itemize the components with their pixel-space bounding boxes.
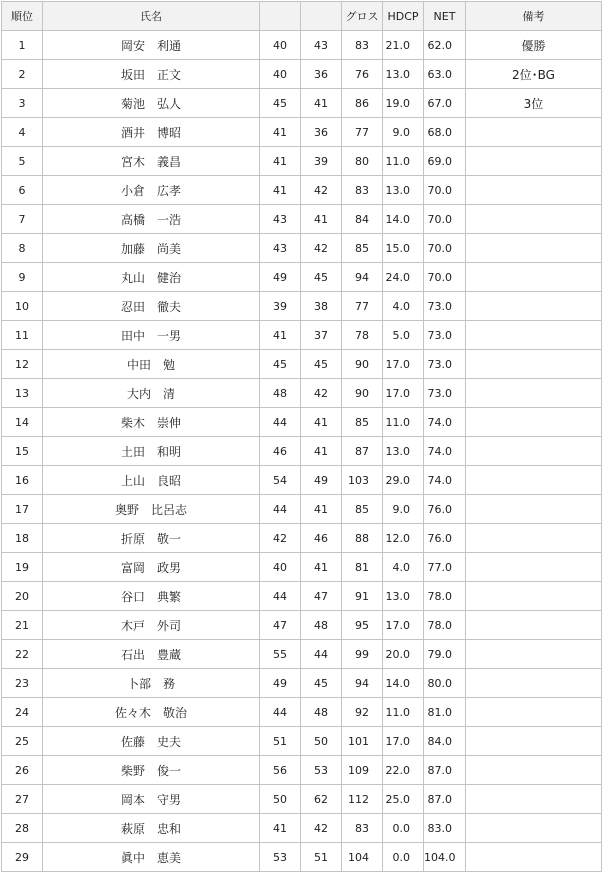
cell-hdcp: 9.0	[383, 118, 424, 147]
cell-net: 87.0	[424, 756, 466, 785]
table-row	[2, 89, 602, 118]
table-row	[2, 843, 602, 872]
cell-note	[466, 582, 602, 611]
cell-name: 坂田 正文	[43, 60, 260, 89]
cell-out: 56	[260, 756, 301, 785]
cell-name: 忍田 徹夫	[43, 292, 260, 321]
cell-gross: 109	[342, 756, 383, 785]
cell-gross: 91	[342, 582, 383, 611]
cell-note	[466, 263, 602, 292]
cell-out: 45	[260, 89, 301, 118]
table-row	[2, 408, 602, 437]
cell-net: 74.0	[424, 408, 466, 437]
cell-in: 42	[301, 234, 342, 263]
cell-name: 奥野 比呂志	[43, 495, 260, 524]
cell-rank: 29	[2, 843, 43, 872]
cell-note	[466, 698, 602, 727]
cell-out: 40	[260, 60, 301, 89]
cell-out: 44	[260, 408, 301, 437]
cell-rank: 17	[2, 495, 43, 524]
cell-note	[466, 756, 602, 785]
cell-gross: 104	[342, 843, 383, 872]
cell-rank: 2	[2, 60, 43, 89]
cell-out: 41	[260, 176, 301, 205]
cell-net: 70.0	[424, 234, 466, 263]
cell-name: 眞中 恵美	[43, 843, 260, 872]
cell-out: 49	[260, 669, 301, 698]
cell-out: 41	[260, 814, 301, 843]
cell-out: 43	[260, 234, 301, 263]
cell-name: 石出 豊蔵	[43, 640, 260, 669]
cell-gross: 81	[342, 553, 383, 582]
cell-name: 上山 良昭	[43, 466, 260, 495]
cell-net: 68.0	[424, 118, 466, 147]
cell-net: 70.0	[424, 205, 466, 234]
cell-hdcp: 25.0	[383, 785, 424, 814]
cell-in: 38	[301, 292, 342, 321]
cell-net: 76.0	[424, 495, 466, 524]
header-gross: グロス	[342, 2, 383, 31]
table-row	[2, 437, 602, 466]
cell-name: 卜部 務	[43, 669, 260, 698]
table-row	[2, 524, 602, 553]
cell-net: 62.0	[424, 31, 466, 60]
header-net: NET	[424, 2, 466, 31]
cell-note	[466, 176, 602, 205]
cell-net: 73.0	[424, 379, 466, 408]
cell-hdcp: 21.0	[383, 31, 424, 60]
table-row	[2, 292, 602, 321]
cell-in: 37	[301, 321, 342, 350]
cell-hdcp: 4.0	[383, 292, 424, 321]
cell-in: 45	[301, 350, 342, 379]
cell-name: 柴野 俊一	[43, 756, 260, 785]
cell-gross: 94	[342, 263, 383, 292]
cell-note	[466, 611, 602, 640]
results-table	[1, 1, 602, 872]
cell-gross: 83	[342, 814, 383, 843]
cell-name: 木戸 外司	[43, 611, 260, 640]
cell-name: 土田 和明	[43, 437, 260, 466]
cell-hdcp: 20.0	[383, 640, 424, 669]
cell-net: 74.0	[424, 437, 466, 466]
cell-name: 岡安 利通	[43, 31, 260, 60]
cell-net: 78.0	[424, 582, 466, 611]
cell-hdcp: 15.0	[383, 234, 424, 263]
table-row	[2, 553, 602, 582]
table-row	[2, 814, 602, 843]
table-body	[2, 31, 602, 872]
cell-rank: 9	[2, 263, 43, 292]
cell-gross: 95	[342, 611, 383, 640]
cell-hdcp: 17.0	[383, 611, 424, 640]
cell-net: 76.0	[424, 524, 466, 553]
cell-out: 41	[260, 118, 301, 147]
cell-net: 73.0	[424, 321, 466, 350]
table-row	[2, 147, 602, 176]
cell-gross: 76	[342, 60, 383, 89]
cell-gross: 87	[342, 437, 383, 466]
cell-name: 佐々木 敬治	[43, 698, 260, 727]
cell-in: 42	[301, 379, 342, 408]
cell-rank: 13	[2, 379, 43, 408]
cell-out: 48	[260, 379, 301, 408]
cell-name: 谷口 典繁	[43, 582, 260, 611]
table-row	[2, 205, 602, 234]
cell-hdcp: 14.0	[383, 669, 424, 698]
cell-name: 小倉 広孝	[43, 176, 260, 205]
cell-in: 46	[301, 524, 342, 553]
cell-hdcp: 11.0	[383, 408, 424, 437]
table-row	[2, 234, 602, 263]
cell-gross: 78	[342, 321, 383, 350]
cell-gross: 112	[342, 785, 383, 814]
cell-in: 48	[301, 698, 342, 727]
cell-rank: 8	[2, 234, 43, 263]
cell-hdcp: 12.0	[383, 524, 424, 553]
cell-net: 63.0	[424, 60, 466, 89]
table-row	[2, 31, 602, 60]
cell-in: 45	[301, 669, 342, 698]
cell-note	[466, 408, 602, 437]
cell-note	[466, 205, 602, 234]
header-in	[301, 2, 342, 31]
cell-out: 51	[260, 727, 301, 756]
cell-note: 優勝	[466, 31, 602, 60]
cell-gross: 77	[342, 118, 383, 147]
cell-in: 42	[301, 176, 342, 205]
cell-net: 67.0	[424, 89, 466, 118]
cell-gross: 94	[342, 669, 383, 698]
cell-out: 42	[260, 524, 301, 553]
header-name: 氏名	[43, 2, 260, 31]
table-row	[2, 263, 602, 292]
cell-name: 柴木 崇伸	[43, 408, 260, 437]
cell-rank: 10	[2, 292, 43, 321]
cell-in: 44	[301, 640, 342, 669]
cell-rank: 18	[2, 524, 43, 553]
table-row	[2, 611, 602, 640]
cell-in: 45	[301, 263, 342, 292]
cell-name: 佐藤 史夫	[43, 727, 260, 756]
cell-rank: 27	[2, 785, 43, 814]
cell-in: 51	[301, 843, 342, 872]
cell-name: 菊池 弘人	[43, 89, 260, 118]
table-row	[2, 640, 602, 669]
cell-net: 70.0	[424, 176, 466, 205]
cell-out: 39	[260, 292, 301, 321]
cell-hdcp: 29.0	[383, 466, 424, 495]
cell-out: 49	[260, 263, 301, 292]
cell-note	[466, 843, 602, 872]
cell-gross: 83	[342, 31, 383, 60]
cell-hdcp: 11.0	[383, 147, 424, 176]
cell-name: 岡本 守男	[43, 785, 260, 814]
table-row	[2, 379, 602, 408]
table-header	[2, 2, 602, 31]
header-rank: 順位	[2, 2, 43, 31]
table-row	[2, 756, 602, 785]
cell-net: 83.0	[424, 814, 466, 843]
cell-name: 宮木 義昌	[43, 147, 260, 176]
cell-out: 44	[260, 495, 301, 524]
cell-out: 54	[260, 466, 301, 495]
cell-gross: 90	[342, 350, 383, 379]
cell-rank: 14	[2, 408, 43, 437]
cell-note	[466, 321, 602, 350]
cell-rank: 4	[2, 118, 43, 147]
cell-out: 40	[260, 553, 301, 582]
cell-rank: 3	[2, 89, 43, 118]
cell-rank: 19	[2, 553, 43, 582]
cell-gross: 80	[342, 147, 383, 176]
cell-rank: 21	[2, 611, 43, 640]
cell-name: 高橋 一浩	[43, 205, 260, 234]
cell-gross: 85	[342, 234, 383, 263]
cell-rank: 11	[2, 321, 43, 350]
cell-hdcp: 0.0	[383, 843, 424, 872]
table-row	[2, 669, 602, 698]
table-row	[2, 727, 602, 756]
cell-note	[466, 437, 602, 466]
cell-in: 41	[301, 553, 342, 582]
cell-hdcp: 13.0	[383, 60, 424, 89]
cell-gross: 92	[342, 698, 383, 727]
cell-note	[466, 669, 602, 698]
cell-net: 77.0	[424, 553, 466, 582]
cell-net: 79.0	[424, 640, 466, 669]
cell-note	[466, 350, 602, 379]
cell-gross: 77	[342, 292, 383, 321]
cell-note	[466, 553, 602, 582]
cell-note	[466, 292, 602, 321]
cell-hdcp: 13.0	[383, 176, 424, 205]
cell-out: 50	[260, 785, 301, 814]
cell-net: 70.0	[424, 263, 466, 292]
table-row	[2, 495, 602, 524]
cell-gross: 85	[342, 495, 383, 524]
cell-gross: 85	[342, 408, 383, 437]
cell-note	[466, 640, 602, 669]
cell-rank: 5	[2, 147, 43, 176]
cell-in: 41	[301, 495, 342, 524]
table-row	[2, 60, 602, 89]
cell-in: 42	[301, 814, 342, 843]
cell-in: 39	[301, 147, 342, 176]
cell-note: 3位	[466, 89, 602, 118]
header-hdcp: HDCP	[383, 2, 424, 31]
cell-hdcp: 4.0	[383, 553, 424, 582]
cell-gross: 86	[342, 89, 383, 118]
cell-out: 44	[260, 582, 301, 611]
header-out	[260, 2, 301, 31]
cell-rank: 1	[2, 31, 43, 60]
cell-out: 47	[260, 611, 301, 640]
cell-note	[466, 118, 602, 147]
cell-hdcp: 17.0	[383, 727, 424, 756]
cell-out: 40	[260, 31, 301, 60]
table-row	[2, 582, 602, 611]
table-row	[2, 466, 602, 495]
cell-rank: 23	[2, 669, 43, 698]
cell-note: 2位･BG	[466, 60, 602, 89]
cell-rank: 6	[2, 176, 43, 205]
cell-hdcp: 22.0	[383, 756, 424, 785]
cell-rank: 26	[2, 756, 43, 785]
cell-rank: 15	[2, 437, 43, 466]
cell-out: 45	[260, 350, 301, 379]
header-note: 備考	[466, 2, 602, 31]
cell-out: 44	[260, 698, 301, 727]
cell-in: 48	[301, 611, 342, 640]
cell-gross: 99	[342, 640, 383, 669]
cell-note	[466, 147, 602, 176]
cell-in: 36	[301, 118, 342, 147]
cell-rank: 12	[2, 350, 43, 379]
cell-rank: 28	[2, 814, 43, 843]
cell-hdcp: 14.0	[383, 205, 424, 234]
header-row	[2, 2, 602, 31]
cell-in: 43	[301, 31, 342, 60]
cell-gross: 103	[342, 466, 383, 495]
cell-in: 62	[301, 785, 342, 814]
cell-name: 富岡 政男	[43, 553, 260, 582]
cell-gross: 90	[342, 379, 383, 408]
cell-gross: 88	[342, 524, 383, 553]
cell-hdcp: 24.0	[383, 263, 424, 292]
cell-name: 大内 清	[43, 379, 260, 408]
cell-out: 46	[260, 437, 301, 466]
cell-note	[466, 524, 602, 553]
cell-hdcp: 13.0	[383, 582, 424, 611]
cell-in: 50	[301, 727, 342, 756]
cell-note	[466, 234, 602, 263]
cell-hdcp: 11.0	[383, 698, 424, 727]
cell-hdcp: 9.0	[383, 495, 424, 524]
cell-net: 104.0	[424, 843, 466, 872]
cell-hdcp: 17.0	[383, 350, 424, 379]
cell-rank: 22	[2, 640, 43, 669]
cell-in: 49	[301, 466, 342, 495]
cell-name: 中田 勉	[43, 350, 260, 379]
cell-in: 41	[301, 437, 342, 466]
cell-hdcp: 5.0	[383, 321, 424, 350]
cell-out: 43	[260, 205, 301, 234]
cell-note	[466, 785, 602, 814]
cell-out: 53	[260, 843, 301, 872]
cell-note	[466, 466, 602, 495]
cell-name: 萩原 忠和	[43, 814, 260, 843]
cell-note	[466, 379, 602, 408]
cell-net: 84.0	[424, 727, 466, 756]
cell-rank: 25	[2, 727, 43, 756]
cell-gross: 101	[342, 727, 383, 756]
cell-name: 丸山 健治	[43, 263, 260, 292]
cell-net: 73.0	[424, 292, 466, 321]
cell-in: 47	[301, 582, 342, 611]
table-row	[2, 118, 602, 147]
cell-in: 41	[301, 408, 342, 437]
table-row	[2, 698, 602, 727]
cell-net: 81.0	[424, 698, 466, 727]
cell-net: 78.0	[424, 611, 466, 640]
cell-gross: 84	[342, 205, 383, 234]
cell-rank: 24	[2, 698, 43, 727]
cell-rank: 16	[2, 466, 43, 495]
cell-note	[466, 495, 602, 524]
cell-note	[466, 727, 602, 756]
cell-in: 53	[301, 756, 342, 785]
cell-in: 41	[301, 205, 342, 234]
cell-name: 酒井 博昭	[43, 118, 260, 147]
cell-in: 36	[301, 60, 342, 89]
cell-net: 73.0	[424, 350, 466, 379]
cell-name: 折原 敬一	[43, 524, 260, 553]
cell-out: 41	[260, 321, 301, 350]
table-row	[2, 321, 602, 350]
cell-note	[466, 814, 602, 843]
table-row	[2, 350, 602, 379]
cell-hdcp: 19.0	[383, 89, 424, 118]
cell-gross: 83	[342, 176, 383, 205]
cell-name: 田中 一男	[43, 321, 260, 350]
cell-rank: 20	[2, 582, 43, 611]
cell-net: 80.0	[424, 669, 466, 698]
cell-hdcp: 17.0	[383, 379, 424, 408]
cell-hdcp: 0.0	[383, 814, 424, 843]
cell-name: 加藤 尚美	[43, 234, 260, 263]
cell-net: 69.0	[424, 147, 466, 176]
cell-net: 74.0	[424, 466, 466, 495]
table-row	[2, 785, 602, 814]
cell-hdcp: 13.0	[383, 437, 424, 466]
cell-net: 87.0	[424, 785, 466, 814]
cell-in: 41	[301, 89, 342, 118]
table-row	[2, 176, 602, 205]
cell-out: 41	[260, 147, 301, 176]
cell-out: 55	[260, 640, 301, 669]
cell-rank: 7	[2, 205, 43, 234]
